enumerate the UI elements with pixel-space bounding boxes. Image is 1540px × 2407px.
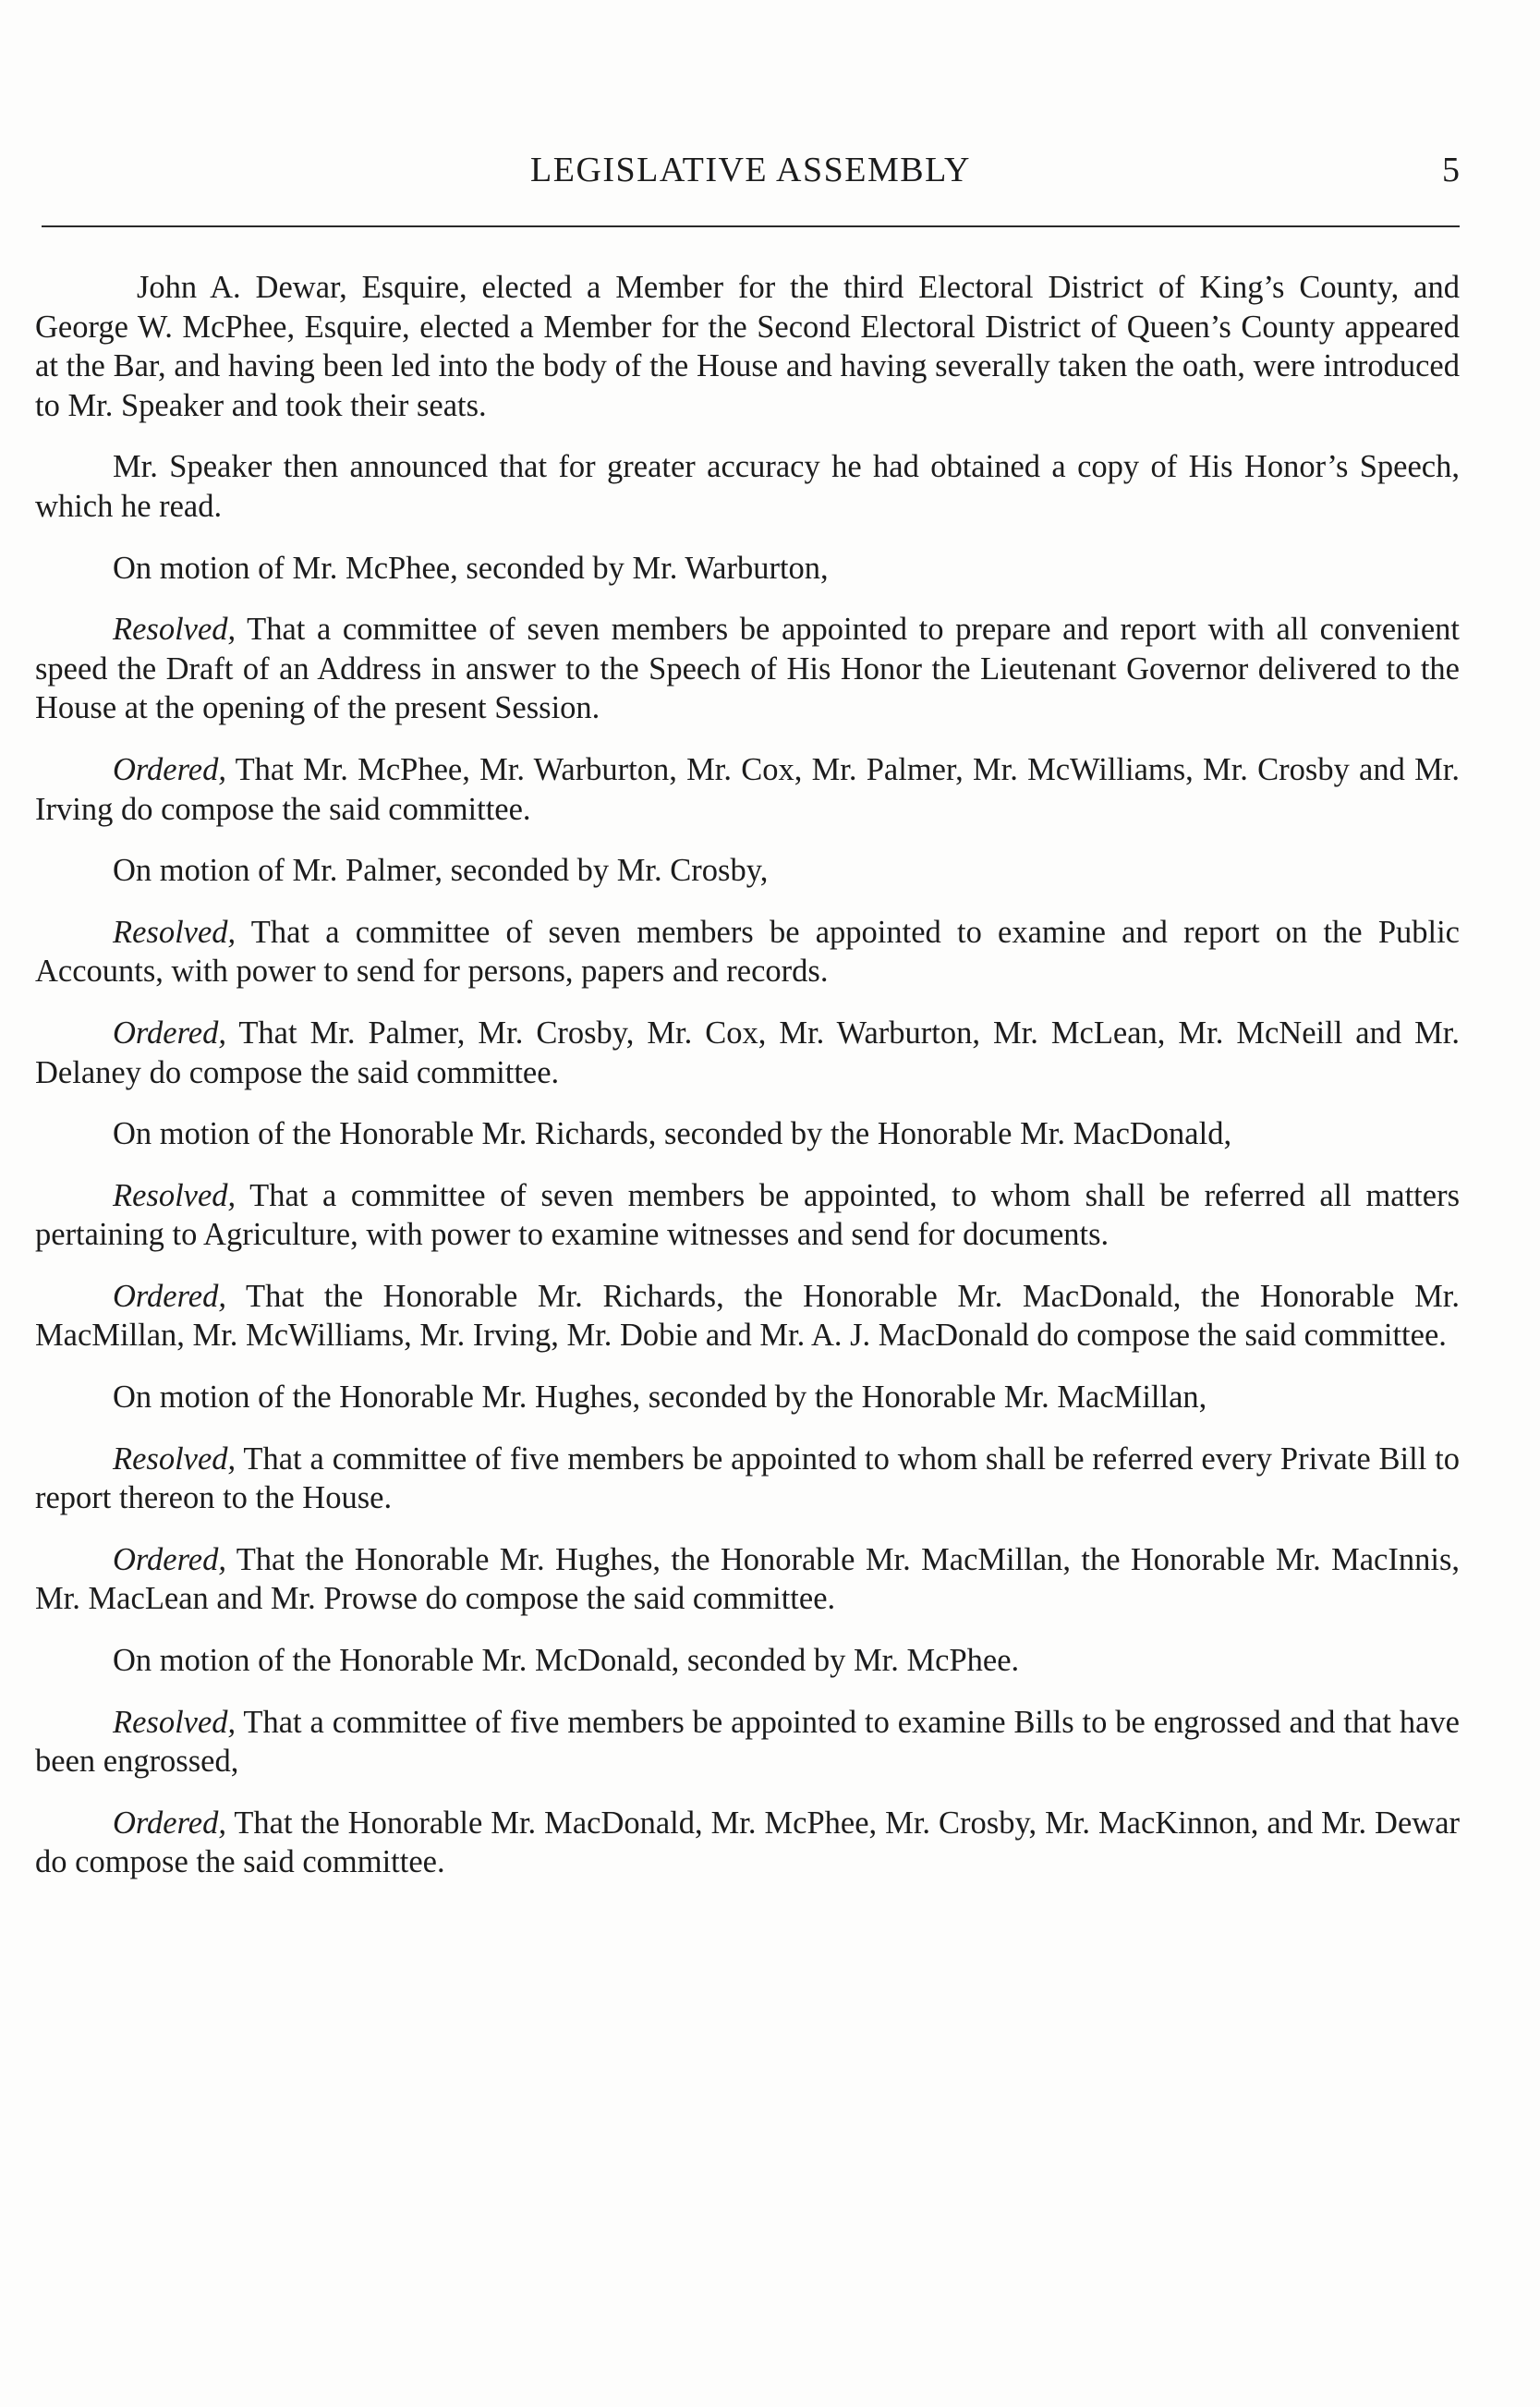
- paragraph: [35, 1114, 1460, 1154]
- header-rule: [42, 225, 1460, 227]
- paragraph-text: Mr. Speaker then announced that for greater accuracy he had obtained a copy of His Honor’s Speech, which he read.: [35, 449, 1460, 524]
- paragraph-text: That a committee of seven members be appointed to examine and report on the Public Accounts, with power to send for persons, papers and records.: [35, 914, 1460, 990]
- paragraph: [35, 610, 1460, 728]
- paragraph: [35, 1703, 1460, 1781]
- paragraph: [35, 1014, 1460, 1092]
- paragraph-text: On motion of the Honorable Mr. Richards, seconded by the Honorable Mr. MacDonald,: [113, 1116, 1232, 1152]
- paragraph-text: That a committee of seven members be appointed to prepare and report with all convenient speed the Draft of an Address in answer to the Speech of His Honor the Lieutenant Governor delivered to the House at the opening of the present Session.: [35, 612, 1460, 726]
- paragraph: [35, 1641, 1460, 1681]
- paragraph: [35, 851, 1460, 891]
- paragraph-lead: Resolved,: [113, 914, 236, 950]
- paragraph-lead: Resolved,: [113, 612, 236, 648]
- paragraph-lead: Resolved,: [113, 1177, 236, 1213]
- page-number: 5: [1442, 151, 1460, 189]
- paragraph: [35, 549, 1460, 589]
- paragraph: [35, 1804, 1460, 1882]
- paragraph: [35, 1378, 1460, 1417]
- paragraph: [35, 447, 1460, 526]
- paragraph: [35, 1277, 1460, 1355]
- page-title: LEGISLATIVE ASSEMBLY: [530, 151, 971, 189]
- paragraph-text: On motion of Mr. Palmer, seconded by Mr. Crosby,: [113, 853, 769, 889]
- paragraph-text: John A. Dewar, Esquire, elected a Member for the third Electoral District of King’s County, and George W. McPhee, Esquire, elected a Member for the Second Electoral District of Queen’s County appeared at the Bar, and having been led into the body of the House and having severally taken the oath, were introduced to Mr. Speaker and took their seats.: [35, 270, 1460, 423]
- paragraph-lead: Resolved,: [113, 1704, 236, 1740]
- paragraph-text: That the Honorable Mr. MacDonald, Mr. McPhee, Mr. Crosby, Mr. MacKinnon, and Mr. Dewar do compose the said committee.: [35, 1805, 1460, 1880]
- paragraph-lead: Ordered,: [113, 1805, 226, 1841]
- paragraph-lead: Ordered,: [113, 1015, 226, 1051]
- paragraph-text: That the Honorable Mr. Richards, the Honorable Mr. MacDonald, the Honorable Mr. MacMillan, Mr. McWilliams, Mr. Irving, Mr. Dobie and Mr. A. J. MacDonald do compose the said committee.: [35, 1278, 1460, 1354]
- paragraph-text: That the Honorable Mr. Hughes, the Honorable Mr. MacMillan, the Honorable Mr. MacInnis, Mr. MacLean and Mr. Prowse do compose the said committee.: [35, 1541, 1460, 1617]
- paragraph-lead: Ordered,: [113, 751, 226, 787]
- paragraph-text: On motion of Mr. McPhee, seconded by Mr. Warburton,: [113, 550, 829, 586]
- paragraph-text: That Mr. Palmer, Mr. Crosby, Mr. Cox, Mr. Warburton, Mr. McLean, Mr. McNeill and Mr. Delaney do compose the said committee.: [35, 1015, 1460, 1090]
- paragraph-text: That Mr. McPhee, Mr. Warburton, Mr. Cox, Mr. Palmer, Mr. McWilliams, Mr. Crosby and Mr. Irving do compose the said committee.: [35, 751, 1460, 827]
- paragraph-lead: Resolved,: [113, 1441, 236, 1477]
- paragraph-text: That a committee of five members be appointed to examine Bills to be engrossed and that have been engrossed,: [35, 1704, 1460, 1780]
- paragraph: [35, 913, 1460, 991]
- paragraph: [35, 750, 1460, 829]
- paragraph-text: That a committee of seven members be appointed, to whom shall be referred all matters pertaining to Agriculture, with power to examine witnesses and send for documents.: [35, 1177, 1460, 1253]
- running-header: [42, 146, 1460, 194]
- paragraph-text: On motion of the Honorable Mr. McDonald, seconded by Mr. McPhee.: [113, 1643, 1020, 1679]
- paragraph-text: On motion of the Honorable Mr. Hughes, seconded by the Honorable Mr. MacMillan,: [113, 1380, 1207, 1416]
- paragraph: [35, 268, 1460, 425]
- paragraph-text: That a committee of five members be appointed to whom shall be referred every Private Bill to report thereon to the House.: [35, 1441, 1460, 1516]
- paragraph: [35, 1176, 1460, 1255]
- paragraph-lead: Ordered,: [113, 1541, 226, 1577]
- document-body: [35, 268, 1460, 1904]
- paragraph: [35, 1540, 1460, 1619]
- paragraph: [35, 1440, 1460, 1518]
- paragraph-lead: Ordered,: [113, 1278, 226, 1314]
